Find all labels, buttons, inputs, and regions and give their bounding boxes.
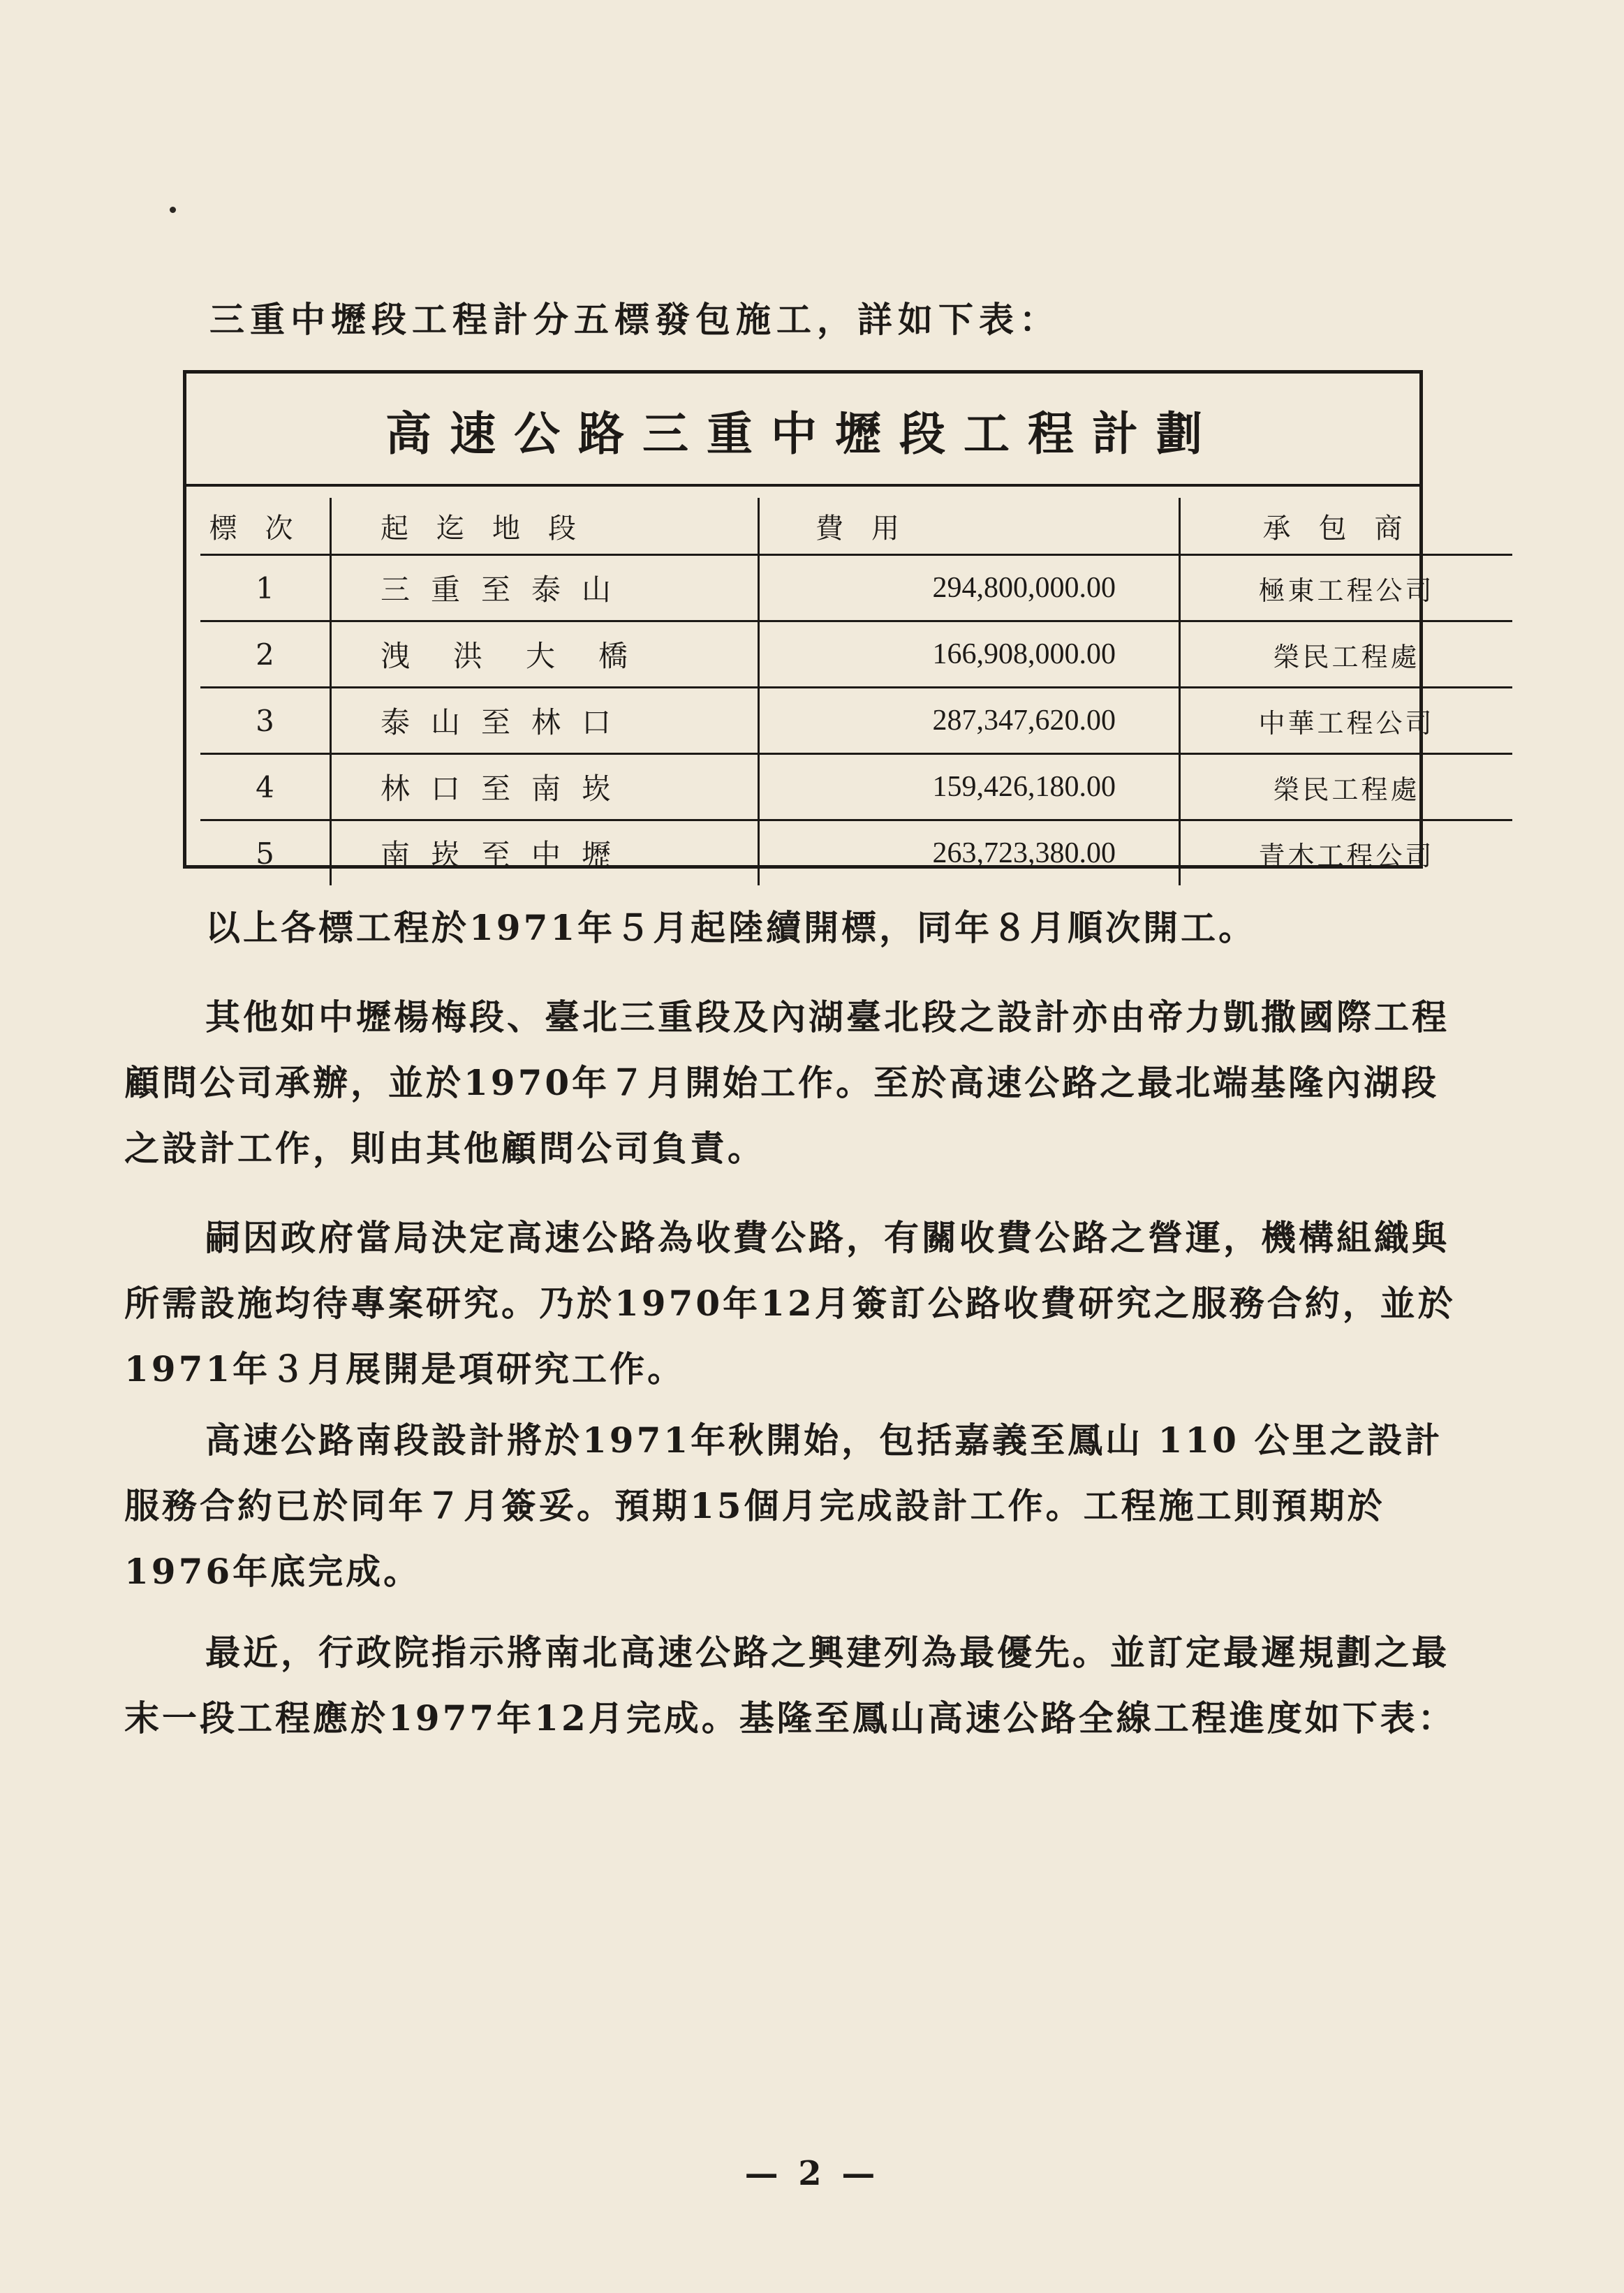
paragraph-text: 嗣因政府當局決定高速公路為收費公路，有關收費公路之營運，機構組織與所需設施均待專案研究。乃於1970年12月簽訂公路收費研究之服務合約，並於1971年３月展開是項研究工作。 <box>124 1217 1456 1389</box>
cell-contractor: 中華工程公司 <box>1180 688 1513 754</box>
works-table <box>200 498 1512 885</box>
cell-contractor: 榮民工程處 <box>1180 621 1513 688</box>
ink-speck <box>170 207 176 213</box>
page-number: — 2 — <box>744 2154 880 2193</box>
table-row <box>200 555 1512 621</box>
cell-no: 1 <box>200 555 331 621</box>
cell-no: 5 <box>200 820 331 886</box>
paragraph-design <box>124 985 1472 1181</box>
cell-contractor: 極東工程公司 <box>1180 555 1513 621</box>
cell-section: 三重至泰山 <box>331 555 759 621</box>
paragraph-text: 高速公路南段設計將於1971年秋開始，包括嘉義至鳳山 110 公里之設計服務合約已於同年７月簽妥。預期15個月完成設計工作。工程施工則預期於1976年底完成。 <box>124 1420 1443 1592</box>
title-divider <box>186 484 1419 487</box>
table-row <box>200 688 1512 754</box>
works-table-box <box>183 370 1435 872</box>
header-contractor: 承包商 <box>1180 498 1513 555</box>
paragraph-priority <box>124 1620 1472 1751</box>
cell-cost: 294,800,000.00 <box>759 555 1180 621</box>
cell-section: 洩洪大橋 <box>331 621 759 688</box>
table-row <box>200 754 1512 820</box>
cell-cost: 263,723,380.00 <box>759 820 1180 886</box>
cell-section: 林口至南崁 <box>331 754 759 820</box>
paragraph-opening <box>124 895 1472 961</box>
cell-contractor: 青木工程公司 <box>1258 840 1435 871</box>
cell-cost: 287,347,620.00 <box>759 688 1180 754</box>
paragraph-text: 以上各標工程於1971年５月起陸續開標，同年８月順次開工。 <box>205 907 1257 948</box>
paragraph-toll <box>124 1205 1472 1402</box>
table-title: 高速公路三重中壢段工程計劃 <box>385 406 1220 461</box>
table-header-row <box>200 498 1512 555</box>
cell-section: 南崁至中壢 <box>331 820 759 886</box>
cell-cost: 159,426,180.00 <box>759 754 1180 820</box>
table-row <box>200 820 1512 886</box>
paragraph-text: 最近，行政院指示將南北高速公路之興建列為最優先。並訂定最遲規劃之最末一段工程應於1977年12月完成。基隆至鳳山高速公路全線工程進度如下表： <box>124 1632 1456 1739</box>
cell-contractor: 榮民工程處 <box>1180 754 1513 820</box>
intro-line: 三重中壢段工程計分五標發包施工，詳如下表： <box>209 299 1060 340</box>
cell-no: 4 <box>200 754 331 820</box>
paragraph-south <box>124 1408 1472 1605</box>
header-no: 標次 <box>200 498 331 555</box>
header-cost: 費用 <box>759 498 1180 555</box>
table-row <box>200 621 1512 688</box>
cell-section: 泰山至林口 <box>331 688 759 754</box>
cell-no: 2 <box>200 621 331 688</box>
header-section: 起迄地段 <box>331 498 759 555</box>
cell-no: 3 <box>200 688 331 754</box>
paragraph-text: 其他如中壢楊梅段、臺北三重段及內湖臺北段之設計亦由帝力凱撒國際工程顧問公司承辦，並於1970年７月開始工作。至於高速公路之最北端基隆內湖段之設計工作，則由其他顧問公司負責。 <box>124 996 1449 1169</box>
cell-cost: 166,908,000.00 <box>759 621 1180 688</box>
